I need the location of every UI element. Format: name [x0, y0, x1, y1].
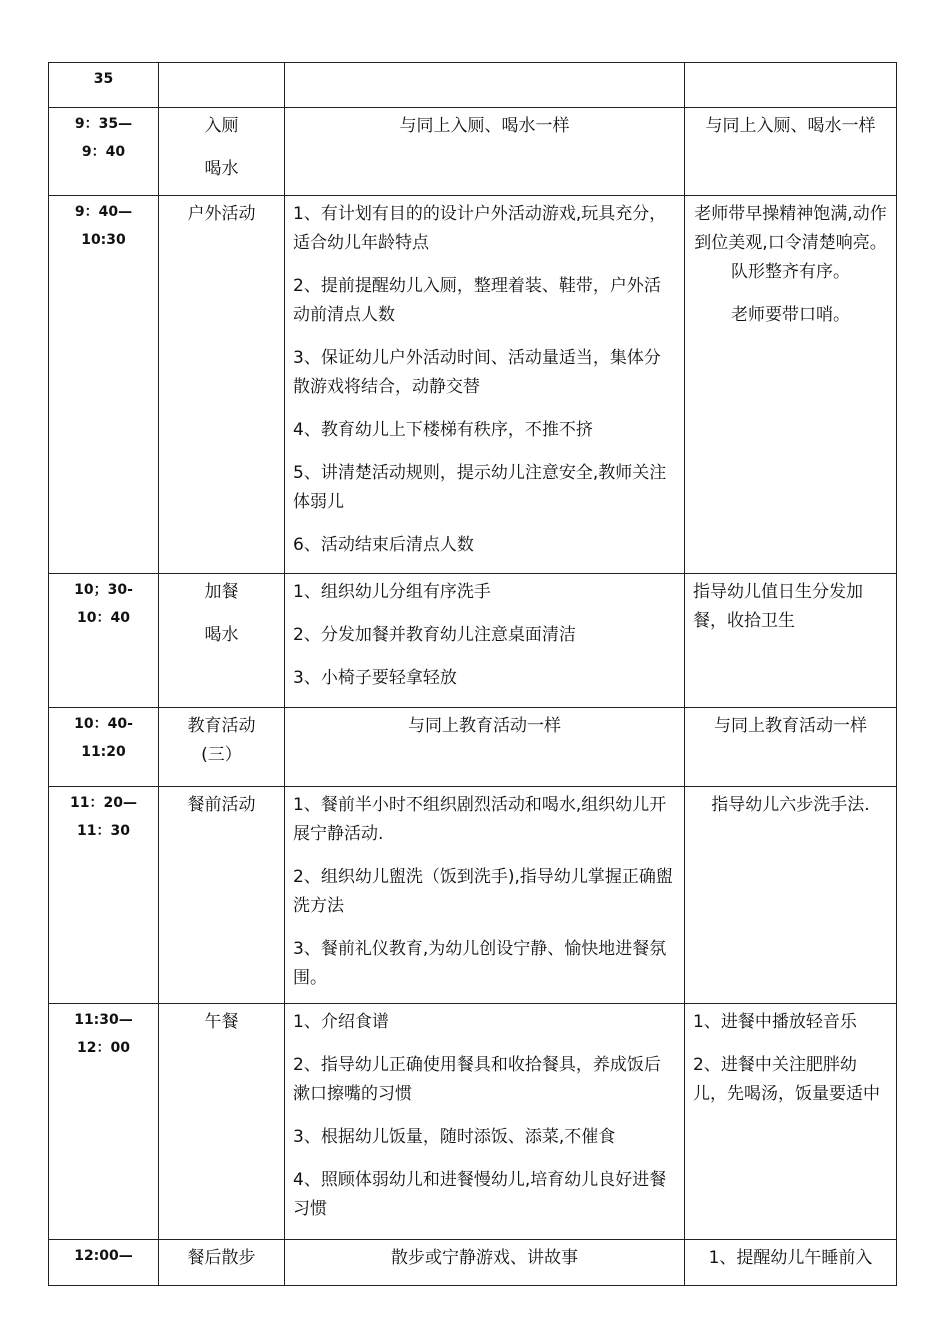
- requirement-item: 1、餐前半小时不组织剧烈活动和喝水,组织幼儿开展宁静活动.: [293, 795, 667, 844]
- activity-name: 入厕: [204, 116, 239, 136]
- time-cell: [49, 1004, 159, 1240]
- requirement-item: 与同上教育活动一样: [408, 716, 561, 736]
- activity-name: 教育活动: [187, 716, 256, 736]
- activity-name: 餐前活动: [187, 795, 256, 815]
- requirement-item: 2、分发加餐并教育幼儿注意桌面清洁: [293, 625, 576, 645]
- requirement-item: 3、保证幼儿户外活动时间、活动量适当，集体分散游戏将结合，动静交替: [293, 348, 661, 397]
- requirements-cell: [285, 63, 685, 108]
- requirement-item: 1、有计划有目的的设计户外活动游戏,玩具充分，适合幼儿年龄特点: [293, 204, 667, 253]
- requirement-item: 散步或宁静游戏、讲故事: [391, 1248, 578, 1268]
- activity-name: 喝水: [204, 159, 239, 179]
- activity-name: 加餐: [204, 582, 239, 602]
- time-cell: [49, 63, 159, 108]
- time-cell: [49, 574, 159, 708]
- schedule-table: [48, 62, 897, 1286]
- activity-name: 午餐: [204, 1012, 239, 1032]
- requirement-item: 1、介绍食谱: [293, 1012, 389, 1032]
- time-text: 9：35—: [74, 116, 133, 132]
- table-row: [49, 708, 897, 787]
- schedule-body: [49, 63, 897, 1286]
- activity-cell: [159, 108, 285, 196]
- activity-cell: [159, 574, 285, 708]
- table-row: [49, 196, 897, 574]
- notes-cell: [685, 108, 897, 196]
- note-item: 与同上教育活动一样: [714, 716, 867, 736]
- requirements-cell: [285, 108, 685, 196]
- activity-cell: [159, 196, 285, 574]
- note-item: 老师带早操精神饱满,动作到位美观,口令清楚响亮。队形整齐有序。: [694, 204, 887, 282]
- notes-cell: [685, 574, 897, 708]
- note-item: 1、提醒幼儿午睡前入: [708, 1248, 873, 1268]
- activity-cell: [159, 708, 285, 787]
- table-row: [49, 574, 897, 708]
- activity-name: (三）: [201, 745, 242, 765]
- requirement-item: 2、组织幼儿盥洗（饭到洗手),指导幼儿掌握正确盥洗方法: [293, 867, 673, 916]
- time-text: 35: [93, 71, 114, 87]
- note-item: 指导幼儿六步洗手法.: [711, 795, 870, 815]
- activity-cell: [159, 1240, 285, 1286]
- time-cell: [49, 108, 159, 196]
- note-item: 2、进餐中关注肥胖幼儿，先喝汤，饭量要适中: [693, 1055, 880, 1104]
- time-text: 10：40-: [74, 716, 133, 732]
- time-text: 11：30: [77, 823, 130, 839]
- requirement-item: 3、根据幼儿饭量，随时添饭、添菜,不催食: [293, 1127, 616, 1147]
- time-text: 10；30-: [74, 582, 133, 598]
- requirement-item: 3、小椅子要轻拿轻放: [293, 668, 457, 688]
- table-row: [49, 63, 897, 108]
- notes-cell: [685, 787, 897, 1004]
- table-row: [49, 787, 897, 1004]
- requirement-item: 5、讲清楚活动规则，提示幼儿注意安全,教师关注体弱儿: [293, 463, 667, 512]
- activity-cell: [159, 1004, 285, 1240]
- notes-cell: [685, 196, 897, 574]
- requirements-cell: [285, 1004, 685, 1240]
- requirement-item: 4、照顾体弱幼儿和进餐慢幼儿,培育幼儿良好进餐习惯: [293, 1170, 667, 1219]
- activity-cell: [159, 787, 285, 1004]
- time-text: 10:30: [81, 232, 126, 248]
- table-row: [49, 108, 897, 196]
- time-cell: [49, 708, 159, 787]
- requirement-item: 2、指导幼儿正确使用餐具和收拾餐具，养成饭后漱口擦嘴的习惯: [293, 1055, 661, 1104]
- note-item: 指导幼儿值日生分发加餐，收拾卫生: [693, 582, 863, 631]
- note-item: 1、进餐中播放轻音乐: [693, 1012, 857, 1032]
- time-text: 9：40: [81, 144, 126, 160]
- time-text: 12：00: [77, 1040, 130, 1056]
- activity-cell: [159, 63, 285, 108]
- requirement-item: 6、活动结束后清点人数: [293, 535, 474, 555]
- table-row: [49, 1240, 897, 1286]
- activity-name: 户外活动: [187, 204, 256, 224]
- time-cell: [49, 196, 159, 574]
- time-cell: [49, 1240, 159, 1286]
- time-text: 11：20—: [70, 795, 137, 811]
- notes-cell: [685, 1240, 897, 1286]
- requirements-cell: [285, 708, 685, 787]
- notes-cell: [685, 63, 897, 108]
- requirement-item: 1、组织幼儿分组有序洗手: [293, 582, 491, 602]
- requirements-cell: [285, 196, 685, 574]
- activity-name: 喝水: [204, 625, 239, 645]
- time-text: 9：40—: [74, 204, 133, 220]
- note-item: 与同上入厕、喝水一样: [705, 116, 876, 136]
- activity-name: 餐后散步: [187, 1248, 256, 1268]
- requirements-cell: [285, 574, 685, 708]
- time-cell: [49, 787, 159, 1004]
- requirements-cell: [285, 1240, 685, 1286]
- requirement-item: 2、提前提醒幼儿入厕，整理着装、鞋带，户外活动前清点人数: [293, 276, 661, 325]
- time-text: 10：40: [77, 610, 130, 626]
- time-text: 11:30—: [74, 1012, 133, 1028]
- requirement-item: 3、餐前礼仪教育,为幼儿创设宁静、愉快地进餐氛围。: [293, 939, 667, 988]
- requirement-item: 4、教育幼儿上下楼梯有秩序，不推不挤: [293, 420, 593, 440]
- requirements-cell: [285, 787, 685, 1004]
- notes-cell: [685, 708, 897, 787]
- notes-cell: [685, 1004, 897, 1240]
- requirement-item: 与同上入厕、喝水一样: [399, 116, 570, 136]
- note-item: 老师要带口哨。: [731, 305, 850, 325]
- table-row: [49, 1004, 897, 1240]
- time-text: 11:20: [81, 744, 126, 760]
- time-text: 12:00—: [74, 1248, 133, 1264]
